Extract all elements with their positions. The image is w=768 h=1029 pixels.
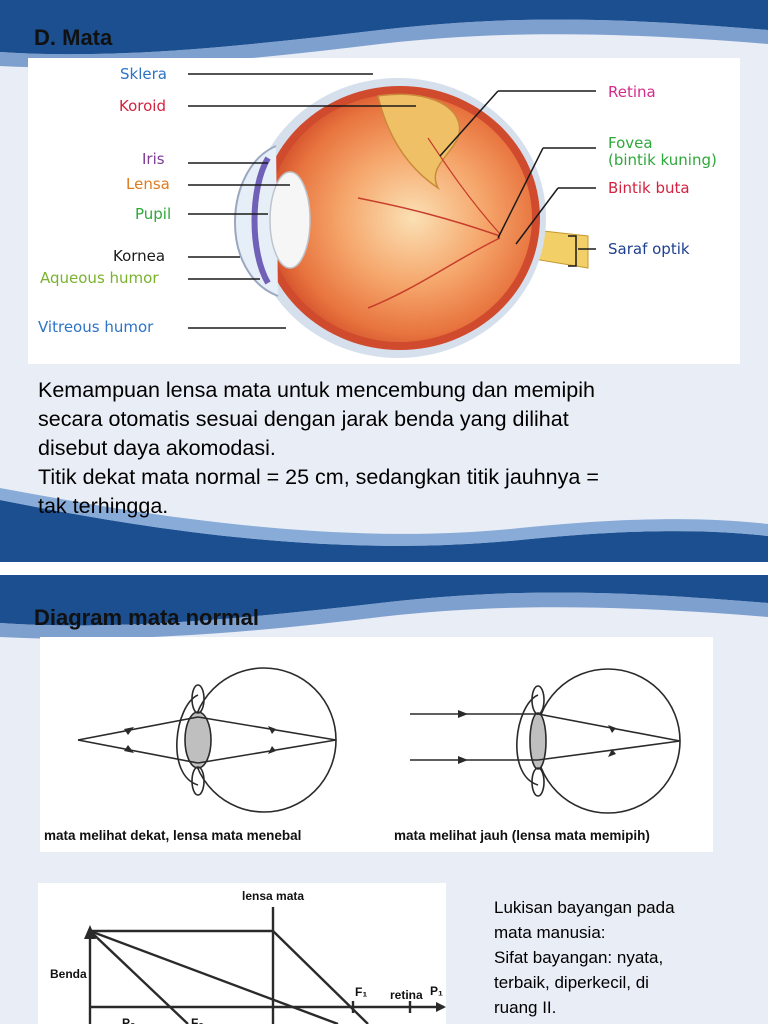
label-bintik-kuning: (bintik kuning) [608, 151, 717, 169]
label-p2: P₂ [122, 1016, 136, 1024]
accommodation-ray-diagrams [40, 637, 713, 852]
slide-title: Diagram mata normal [34, 605, 259, 630]
side-text-line: terbaik, diperkecil, di [494, 973, 649, 992]
paragraph-line: secara otomatis sesuai dengan jarak benda yang dilihat [38, 407, 569, 431]
eye-anatomy-figure [28, 58, 740, 364]
label-benda: Benda [50, 967, 87, 981]
label-aqueous-humor: Aqueous humor [40, 269, 159, 287]
side-text-line: Sifat bayangan: nyata, [494, 948, 664, 967]
eye-near-diagram [78, 668, 336, 812]
normal-eye-diagrams [40, 637, 713, 852]
label-fovea: Fovea [608, 134, 653, 152]
image-formation-diagram [38, 883, 446, 1024]
label-kornea: Kornea [113, 247, 166, 265]
paragraph-line: disebut daya akomodasi. [38, 436, 276, 460]
paragraph-line: Kemampuan lensa mata untuk mencembung dan memipih [38, 378, 595, 402]
caption-near-vision: mata melihat dekat, lensa mata menebal [44, 828, 302, 843]
label-koroid: Koroid [119, 97, 166, 115]
paragraph-line: tak terhingga. [38, 494, 169, 518]
label-p1: P₁ [430, 984, 443, 998]
label-lensa: Lensa [126, 175, 170, 193]
label-retina: Retina [608, 83, 656, 101]
ray-tracing-figure [38, 883, 446, 1024]
label-saraf-optik: Saraf optik [608, 240, 690, 258]
label-retina: retina [390, 988, 423, 1002]
slide-title: D. Mata [34, 25, 113, 50]
label-lensa-mata: lensa mata [242, 889, 305, 903]
eye-illustration [28, 58, 740, 364]
side-text-line: mata manusia: [494, 923, 606, 942]
label-sklera: Sklera [120, 65, 167, 83]
eye-far-diagram [410, 669, 680, 813]
side-text-line: Lukisan bayangan pada [494, 898, 675, 917]
label-bintik-buta: Bintik buta [608, 179, 690, 197]
accommodation-paragraph [38, 376, 738, 521]
label-f2: F₂ [191, 1016, 204, 1024]
label-vitreous-humor: Vitreous humor [38, 318, 154, 336]
label-f1: F₁ [355, 985, 368, 999]
label-iris: Iris [142, 150, 165, 168]
label-pupil: Pupil [135, 205, 172, 223]
side-text-line: ruang II. [494, 998, 557, 1017]
paragraph-line: Titik dekat mata normal = 25 cm, sedangkan titik jauhnya = [38, 465, 599, 489]
caption-far-vision: mata melihat jauh (lensa mata memipih) [394, 828, 650, 843]
image-properties-text [494, 895, 744, 1020]
